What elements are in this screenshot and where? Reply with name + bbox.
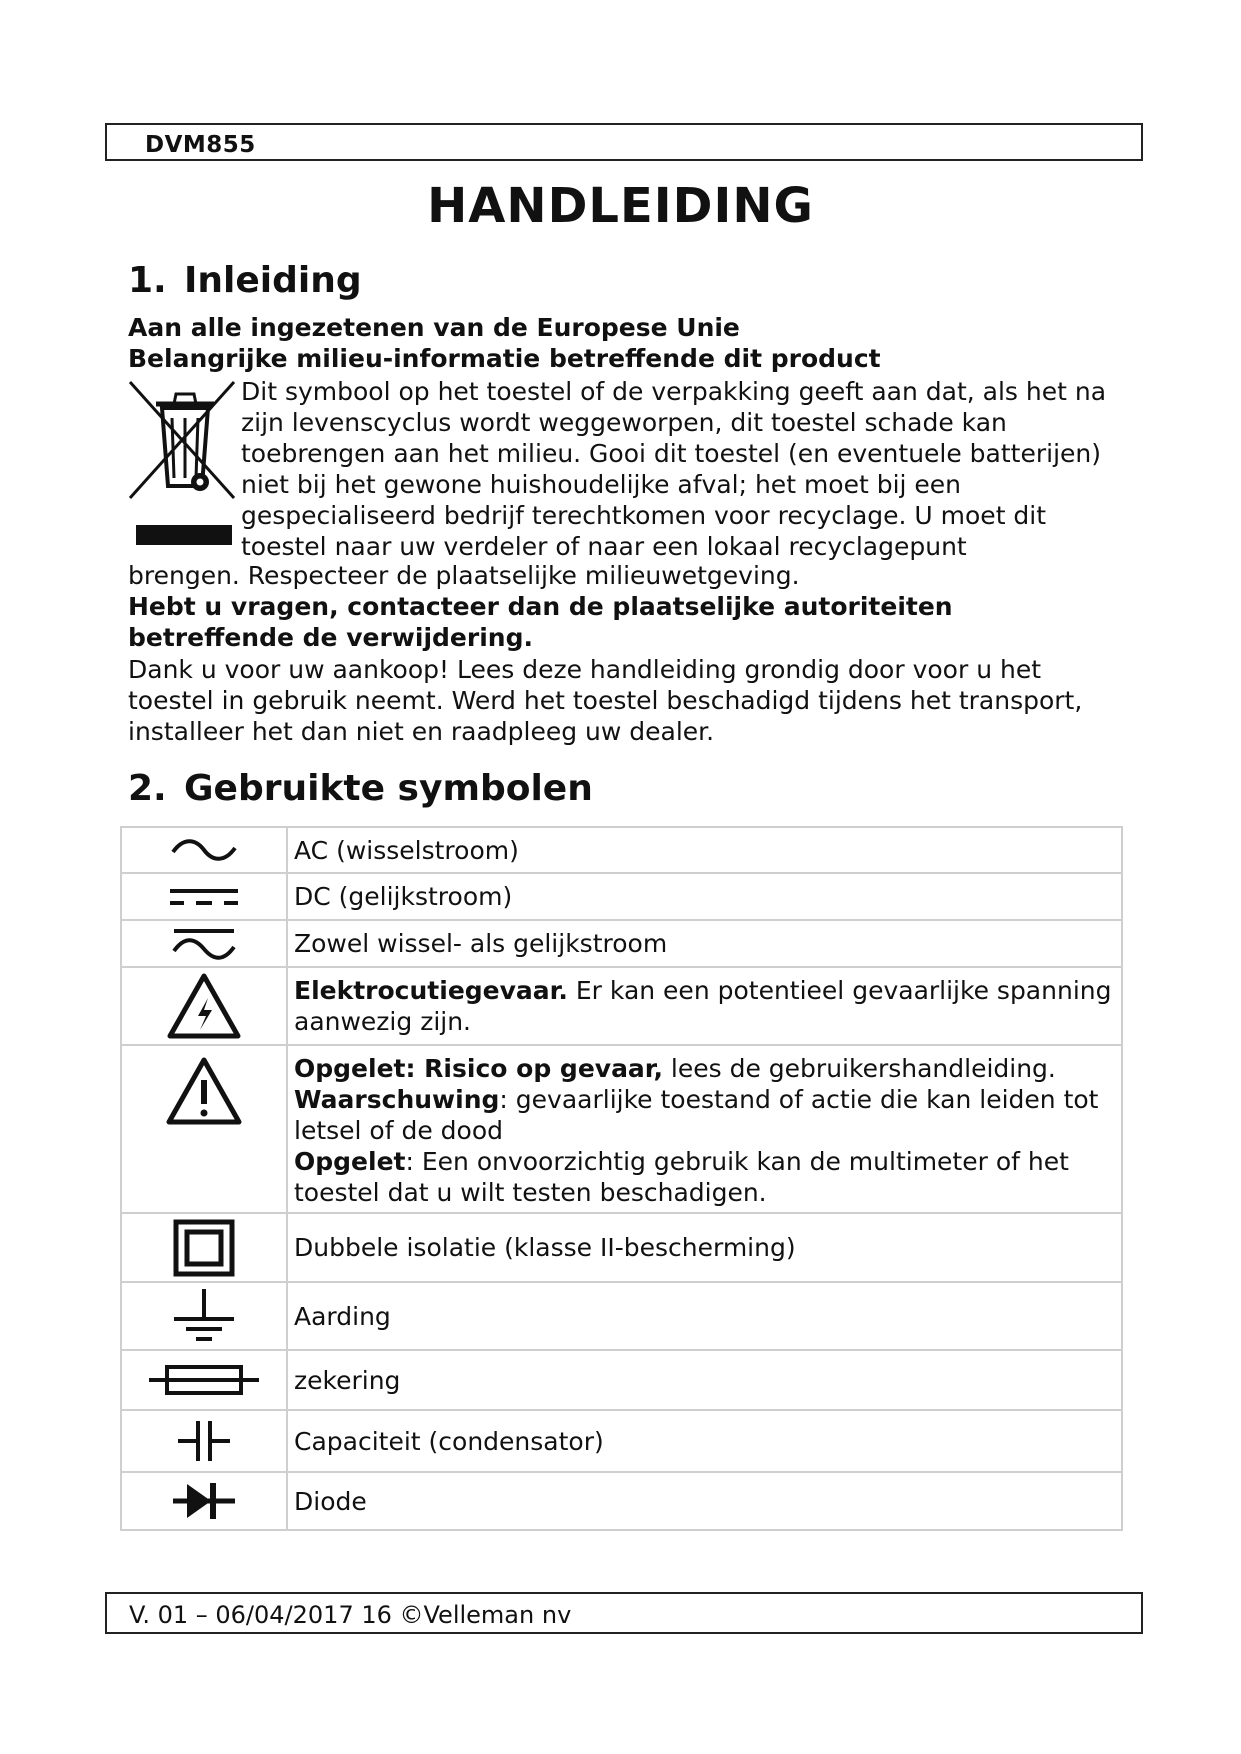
ac-dc-icon	[170, 927, 238, 961]
model-code: DVM855	[145, 132, 256, 158]
capacitor-icon	[176, 1419, 232, 1463]
caution-bold: Opgelet: Risico op gevaar,	[294, 1053, 663, 1083]
eu-residents-line: Aan alle ingezetenen van de Europese Unie	[128, 313, 740, 342]
symbol-description: Aarding	[287, 1282, 1122, 1350]
symbol-description: Diode	[287, 1472, 1122, 1530]
ground-icon	[172, 1287, 236, 1345]
double-insulation-icon	[173, 1219, 235, 1277]
table-row	[121, 1472, 1122, 1530]
symbol-description	[287, 967, 1122, 1045]
shock-text: Er kan een potentieel gevaarlijke spanning aanwezig zijn.	[294, 976, 1112, 1036]
table-row	[121, 1410, 1122, 1472]
symbol-description	[287, 1045, 1122, 1213]
section-2-heading	[128, 768, 593, 809]
table-row	[121, 827, 1122, 873]
icon-cell	[121, 920, 287, 967]
weee-bin-icon	[126, 378, 238, 504]
ac-sine-icon	[169, 838, 239, 862]
section-1-title: Inleiding	[184, 260, 362, 301]
page-header	[105, 123, 1143, 161]
footer-text: V. 01 – 06/04/2017 16 ©Velleman nv	[129, 1601, 572, 1629]
section-2-title: Gebruikte symbolen	[184, 768, 593, 809]
attention-text: : Een onvoorzichtig gebruik kan de multimeter of het toestel dat u wilt testen beschadigen.	[294, 1146, 1069, 1207]
attention-line	[294, 1146, 1115, 1208]
section-1-number: 1.	[128, 260, 167, 301]
page-title: HANDLEIDING	[427, 178, 814, 234]
icon-cell	[121, 1045, 287, 1213]
table-row	[121, 873, 1122, 920]
table-row	[121, 1282, 1122, 1350]
section-2-number: 2.	[128, 768, 167, 809]
weee-bar-icon	[136, 525, 232, 545]
icon-cell	[121, 827, 287, 873]
symbol-description: Zowel wissel- als gelijkstroom	[287, 920, 1122, 967]
table-row	[121, 1213, 1122, 1282]
table-row	[121, 967, 1122, 1045]
icon-cell	[121, 1410, 287, 1472]
warning-line	[294, 1084, 1115, 1146]
high-voltage-warning-icon	[166, 972, 242, 1040]
dc-icon	[168, 885, 240, 909]
table-row	[121, 920, 1122, 967]
questions-paragraph: Hebt u vragen, contacteer dan de plaatselijke autoriteiten betreffende de verwijdering.	[128, 592, 953, 652]
attention-bold: Opgelet	[294, 1146, 406, 1176]
thanks-paragraph: Dank u voor uw aankoop! Lees deze handleiding grondig door voor u het toestel in gebruik neemt. Werd het toestel beschadigd tijdens het transport, installeer het dan niet en raadpleeg uw dealer.	[128, 655, 1083, 746]
icon-cell	[121, 1282, 287, 1350]
warning-bold: Waarschuwing	[294, 1084, 500, 1114]
caution-line	[294, 1053, 1115, 1084]
icon-cell	[121, 1213, 287, 1282]
symbol-description: Dubbele isolatie (klasse II-bescherming)	[287, 1213, 1122, 1282]
diode-icon	[171, 1480, 237, 1522]
symbol-description: Capaciteit (condensator)	[287, 1410, 1122, 1472]
warning-text: : gevaarlijke toestand of actie die kan leiden tot letsel of de dood	[294, 1084, 1099, 1145]
env-info-line: Belangrijke milieu-informatie betreffende dit product	[128, 344, 881, 373]
table-row	[121, 1350, 1122, 1410]
caution-warning-icon	[165, 1056, 243, 1126]
icon-cell	[121, 873, 287, 920]
table-row	[121, 1045, 1122, 1213]
symbol-description: DC (gelijkstroom)	[287, 873, 1122, 920]
icon-cell	[121, 967, 287, 1045]
page-footer	[105, 1592, 1143, 1634]
fuse-icon	[147, 1362, 261, 1398]
icon-cell	[121, 1472, 287, 1530]
caution-text: lees de gebruikershandleiding.	[662, 1053, 1056, 1083]
symbols-table	[120, 826, 1123, 1531]
icon-cell	[121, 1350, 287, 1410]
section-1-heading	[128, 260, 362, 301]
shock-bold: Elektrocutiegevaar.	[294, 976, 568, 1005]
symbol-description: zekering	[287, 1350, 1122, 1410]
env-paragraph: Dit symbool op het toestel of de verpakking geeft aan dat, als het na zijn levenscyclus wordt weggeworpen, dit toestel schade kan toebrengen aan het milieu. Gooi dit toestel (en eventuele batterijen) niet bij het gewone huishoudelijke afval; het moet bij een gespecialiseerd bedrijf terechtkomen voor recyclage. U moet dit toestel naar uw verdeler of naar een lokaal recyclagepunt	[241, 377, 1107, 561]
symbol-description: AC (wisselstroom)	[287, 827, 1122, 873]
env-paragraph-end: brengen. Respecteer de plaatselijke milieuwetgeving.	[128, 561, 800, 590]
